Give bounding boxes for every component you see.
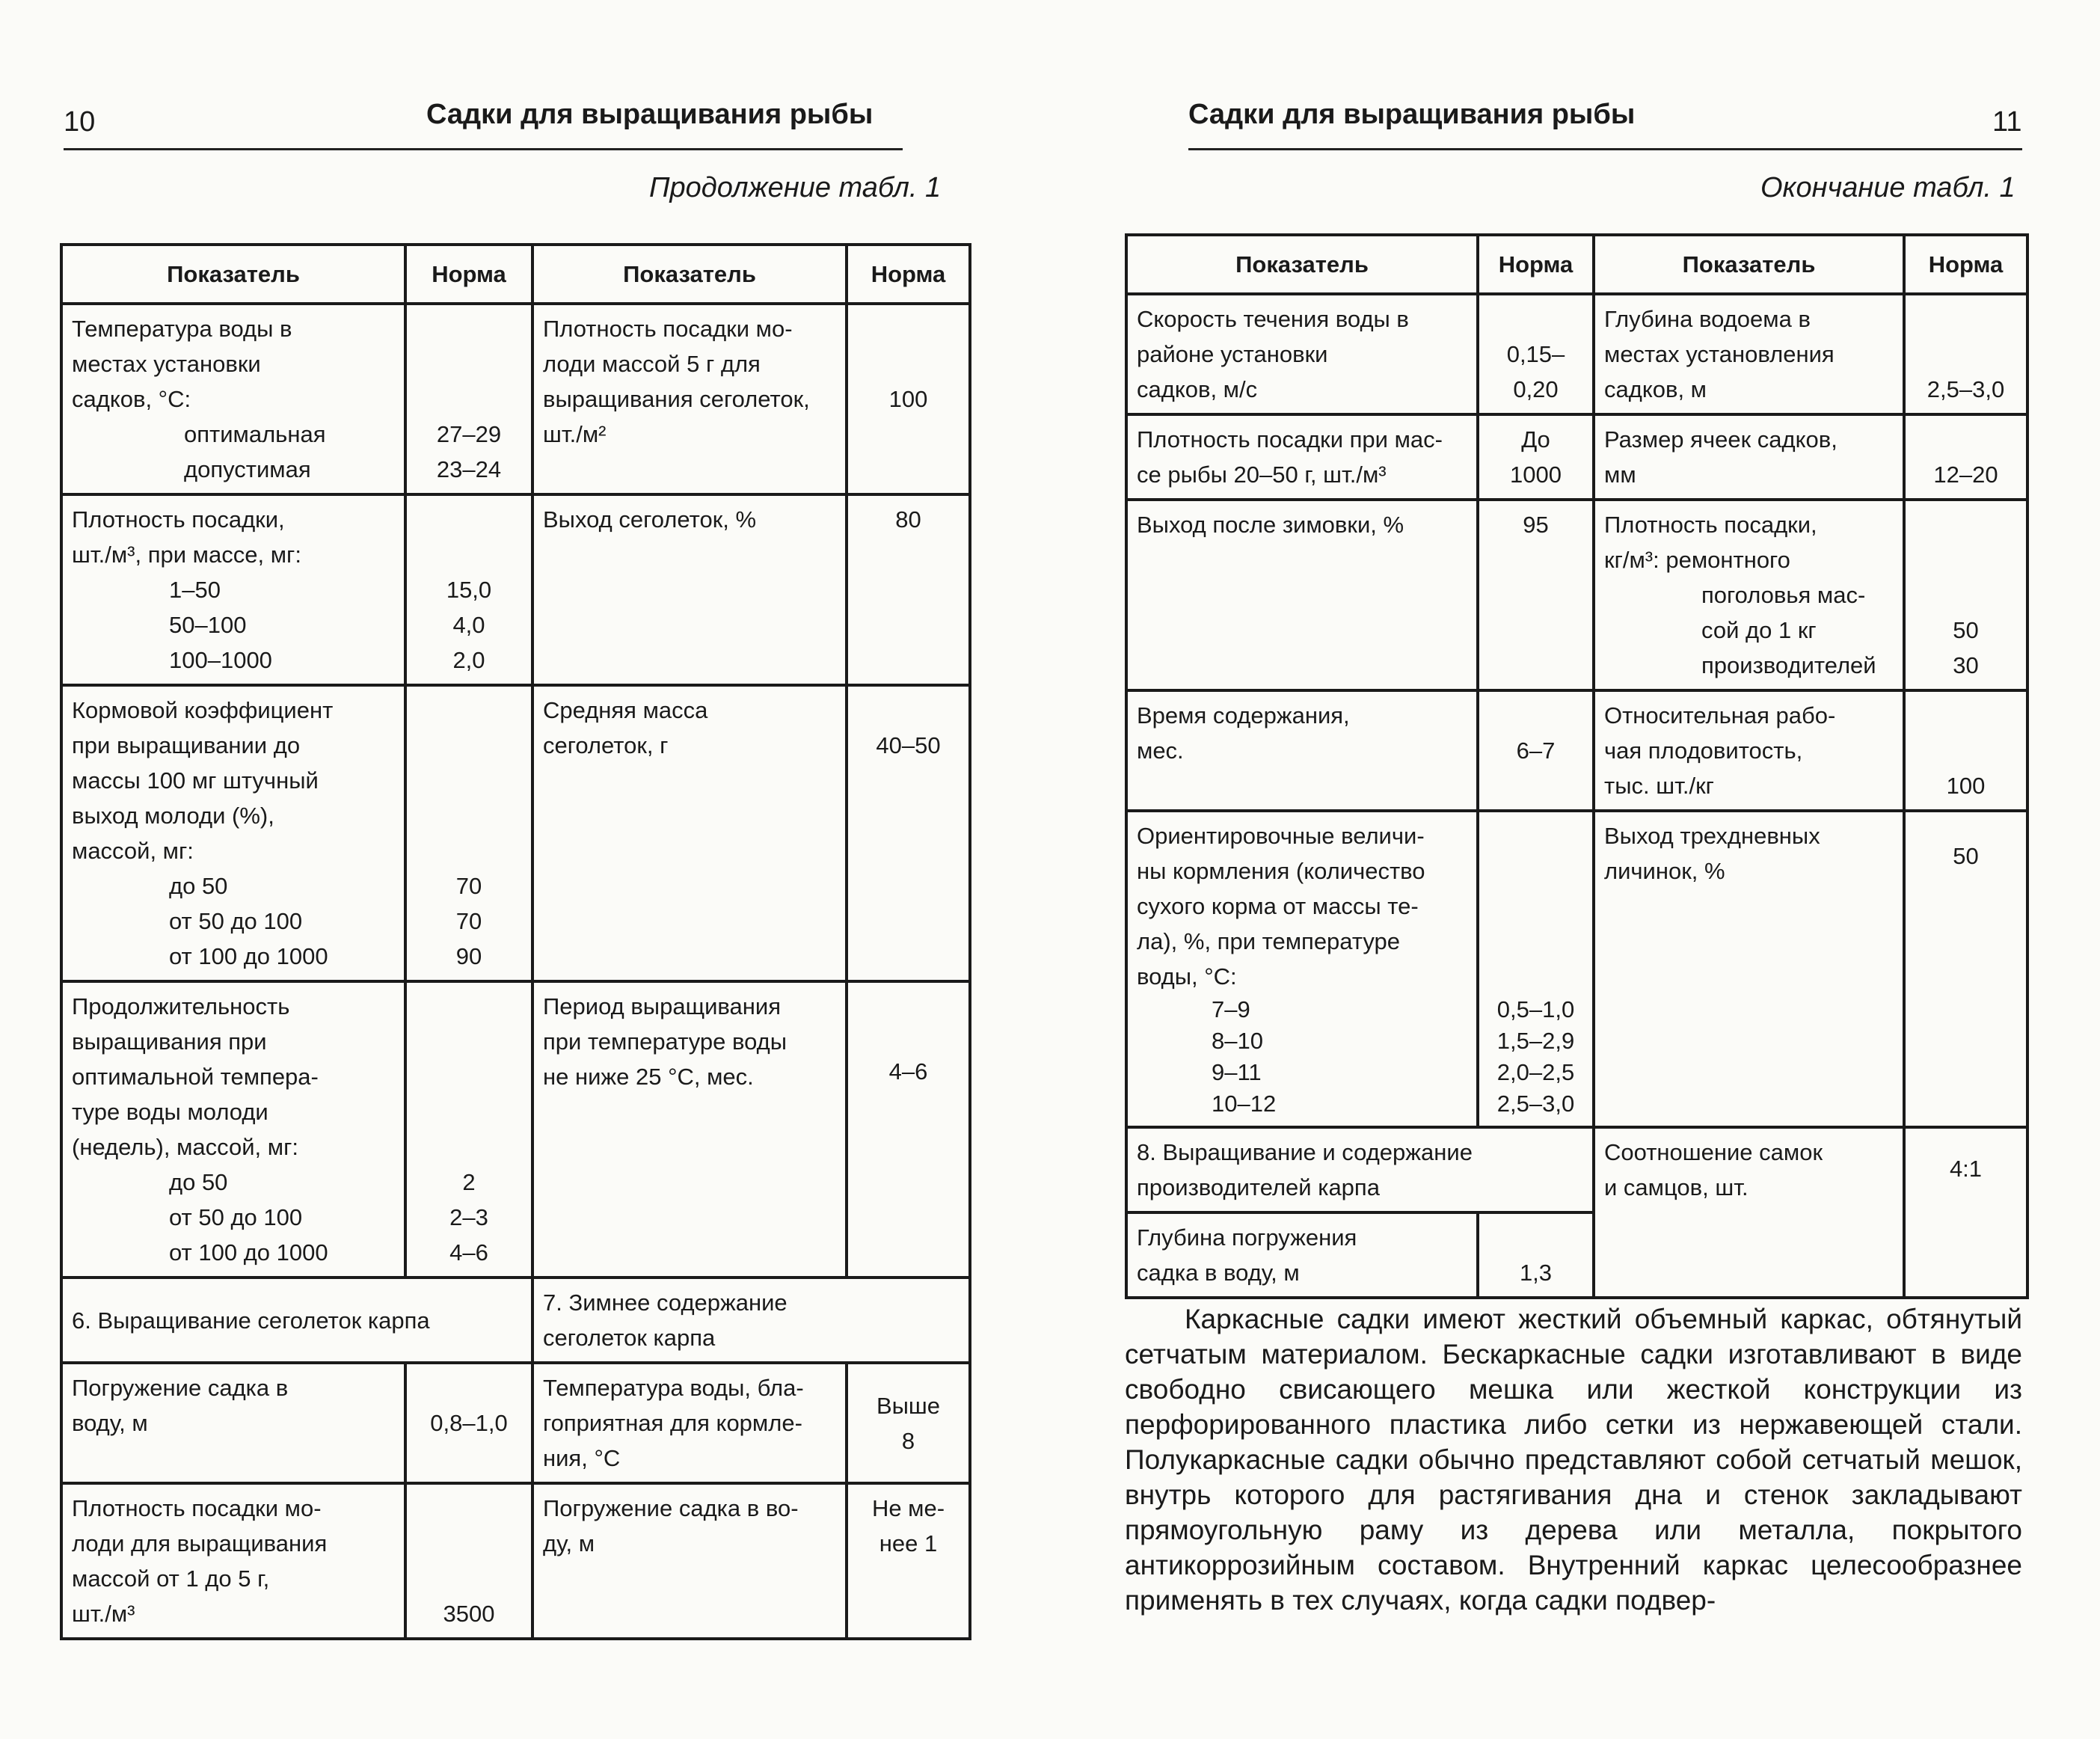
norm-cell: 3500 [405, 1483, 532, 1639]
indicator-cell: Ориентировочные величи- ны кормления (количество сухого корма от массы те- ла), %, при температуре воды, °С: 7–9 8–10 9–11 10–12 [1126, 811, 1478, 1127]
header-indicator: Показатель [1126, 235, 1478, 294]
section-heading: 8. Выращивание и содержание производителей карпа [1126, 1127, 1594, 1212]
norm-cell: 100 [1904, 690, 2027, 811]
norm-cell: 12–20 [1904, 414, 2027, 500]
section-heading: 7. Зимнее содержание сеголеток карпа [532, 1278, 970, 1363]
table-header-row [61, 245, 970, 304]
norm-cell: 95 [1478, 500, 1594, 690]
indicator-cell: Продолжительность выращивания при оптимальной темпера- туре воды молоди (недель), массой, мг: до 50 от 50 до 100 от 100 до 1000 [61, 981, 405, 1278]
norm-cell: 2 2–3 4–6 [405, 981, 532, 1278]
table-row [61, 685, 970, 981]
table-row [1126, 811, 2027, 1127]
table-row [1126, 500, 2027, 690]
header-indicator: Показатель [61, 245, 405, 304]
table-row [61, 1483, 970, 1639]
norm-cell: 50 30 [1904, 500, 2027, 690]
indicator-cell: Относительная рабо- чая плодовитость, тыс. шт./кг [1594, 690, 1904, 811]
indicator-cell: Погружение садка в во- ду, м [532, 1483, 847, 1639]
indicator-cell: Выход сеголеток, % [532, 494, 847, 685]
page-number: 10 [64, 106, 96, 138]
norm-cell: 100 [847, 304, 970, 494]
norm-cell: 15,0 4,0 2,0 [405, 494, 532, 685]
table-header-row [1126, 235, 2027, 294]
header-norm: Норма [405, 245, 532, 304]
header-norm: Норма [1904, 235, 2027, 294]
running-title: Садки для выращивания рыбы [426, 99, 874, 130]
indicator-cell: Плотность посадки, кг/м³: ремонтного поголовья мас- сой до 1 кг производителей [1594, 500, 1904, 690]
indicator-cell: Плотность посадки, шт./м³, при массе, мг: 1–50 50–100 100–1000 [61, 494, 405, 685]
indicator-cell: Глубина погружения садка в воду, м [1126, 1212, 1478, 1298]
section-heading: 6. Выращивание сеголеток карпа [61, 1278, 532, 1363]
norm-cell: 80 [847, 494, 970, 685]
indicator-cell: Период выращивания при температуре воды не ниже 25 °С, мес. [532, 981, 847, 1278]
norm-cell: 27–29 23–24 [405, 304, 532, 494]
indicator-cell: Плотность посадки мо- лоди массой 5 г для выращивания сеголеток, шт./м² [532, 304, 847, 494]
norm-cell: Выше 8 [847, 1363, 970, 1483]
table-continuation [60, 243, 971, 1640]
indicator-cell: Выход трехдневных личинок, % [1594, 811, 1904, 1127]
indicator-cell: Скорость течения воды в районе установки садков, м/с [1126, 294, 1478, 414]
table-row [1126, 294, 2027, 414]
indicator-cell: Средняя масса сеголеток, г [532, 685, 847, 981]
norm-cell: 6–7 [1478, 690, 1594, 811]
indicator-cell: Время содержания, мес. [1126, 690, 1478, 811]
table-section-row [61, 1278, 970, 1363]
table-row [1126, 690, 2027, 811]
norm-cell: До 1000 [1478, 414, 1594, 500]
indicator-cell: Выход после зимовки, % [1126, 500, 1478, 690]
indicator-cell: Размер ячеек садков, мм [1594, 414, 1904, 500]
norm-cell: 40–50 [847, 685, 970, 981]
norm-cell: 0,8–1,0 [405, 1363, 532, 1483]
table-row [1126, 1127, 2027, 1212]
norm-cell: 0,5–1,0 1,5–2,9 2,0–2,5 2,5–3,0 [1478, 811, 1594, 1127]
table-row [61, 981, 970, 1278]
indicator-cell: Температура воды в местах установки садков, °С: оптимальная допустимая [61, 304, 405, 494]
running-title: Садки для выращивания рыбы [1188, 99, 1636, 130]
norm-cell: 1,3 [1478, 1212, 1594, 1298]
norm-cell: 2,5–3,0 [1904, 294, 2027, 414]
header-norm: Норма [847, 245, 970, 304]
table-row [61, 1363, 970, 1483]
table-caption: Окончание табл. 1 [1760, 172, 2015, 203]
indicator-cell: Соотношение самок и самцов, шт. [1594, 1127, 1904, 1298]
header-rule [1188, 148, 2022, 150]
indicator-cell: Глубина водоема в местах установления садков, м [1594, 294, 1904, 414]
body-paragraph: Каркасные садки имеют жесткий объемный каркас, обтянутый сетчатым материалом. Бескаркасные садки изготавливают в виде свободно свисающего мешка или жесткой конструкции из перфорированного пластика либо сетки из нержавеющей стали. Полукаркасные садки обычно представляют собой сетчатый мешок, внутрь которого для растягивания дна и стенок закладывают прямоугольную раму из дерева или металла, покрытого антикоррозийным составом. Внутренний каркас целесообразнее применять в тех случаях, когда садки подвер- [1125, 1304, 2022, 1616]
header-rule [64, 148, 903, 150]
norm-cell: 70 70 90 [405, 685, 532, 981]
table-caption: Продолжение табл. 1 [649, 172, 942, 203]
page-number: 11 [1992, 106, 2022, 138]
indicator-cell: Температура воды, бла- гоприятная для кормле- ния, °С [532, 1363, 847, 1483]
norm-cell: 4:1 [1904, 1127, 2027, 1298]
indicator-cell: Погружение садка в воду, м [61, 1363, 405, 1483]
header-indicator: Показатель [532, 245, 847, 304]
norm-cell: 0,15– 0,20 [1478, 294, 1594, 414]
table-row [61, 304, 970, 494]
norm-cell: 50 [1904, 811, 2027, 1127]
header-norm: Норма [1478, 235, 1594, 294]
indicator-cell: Кормовой коэффициент при выращивании до массы 100 мг штучный выход молоди (%), массой, мг: до 50 от 50 до 100 от 100 до 1000 [61, 685, 405, 981]
header-indicator: Показатель [1594, 235, 1904, 294]
indicator-cell: Плотность посадки при мас- се рыбы 20–50 г, шт./м³ [1126, 414, 1478, 500]
right-page [1050, 0, 2100, 1739]
table-ending [1125, 233, 2029, 1299]
table-row [1126, 414, 2027, 500]
indicator-cell: Плотность посадки мо- лоди для выращивания массой от 1 до 5 г, шт./м³ [61, 1483, 405, 1639]
norm-cell: Не ме- нее 1 [847, 1483, 970, 1639]
table-row [61, 494, 970, 685]
norm-cell: 4–6 [847, 981, 970, 1278]
